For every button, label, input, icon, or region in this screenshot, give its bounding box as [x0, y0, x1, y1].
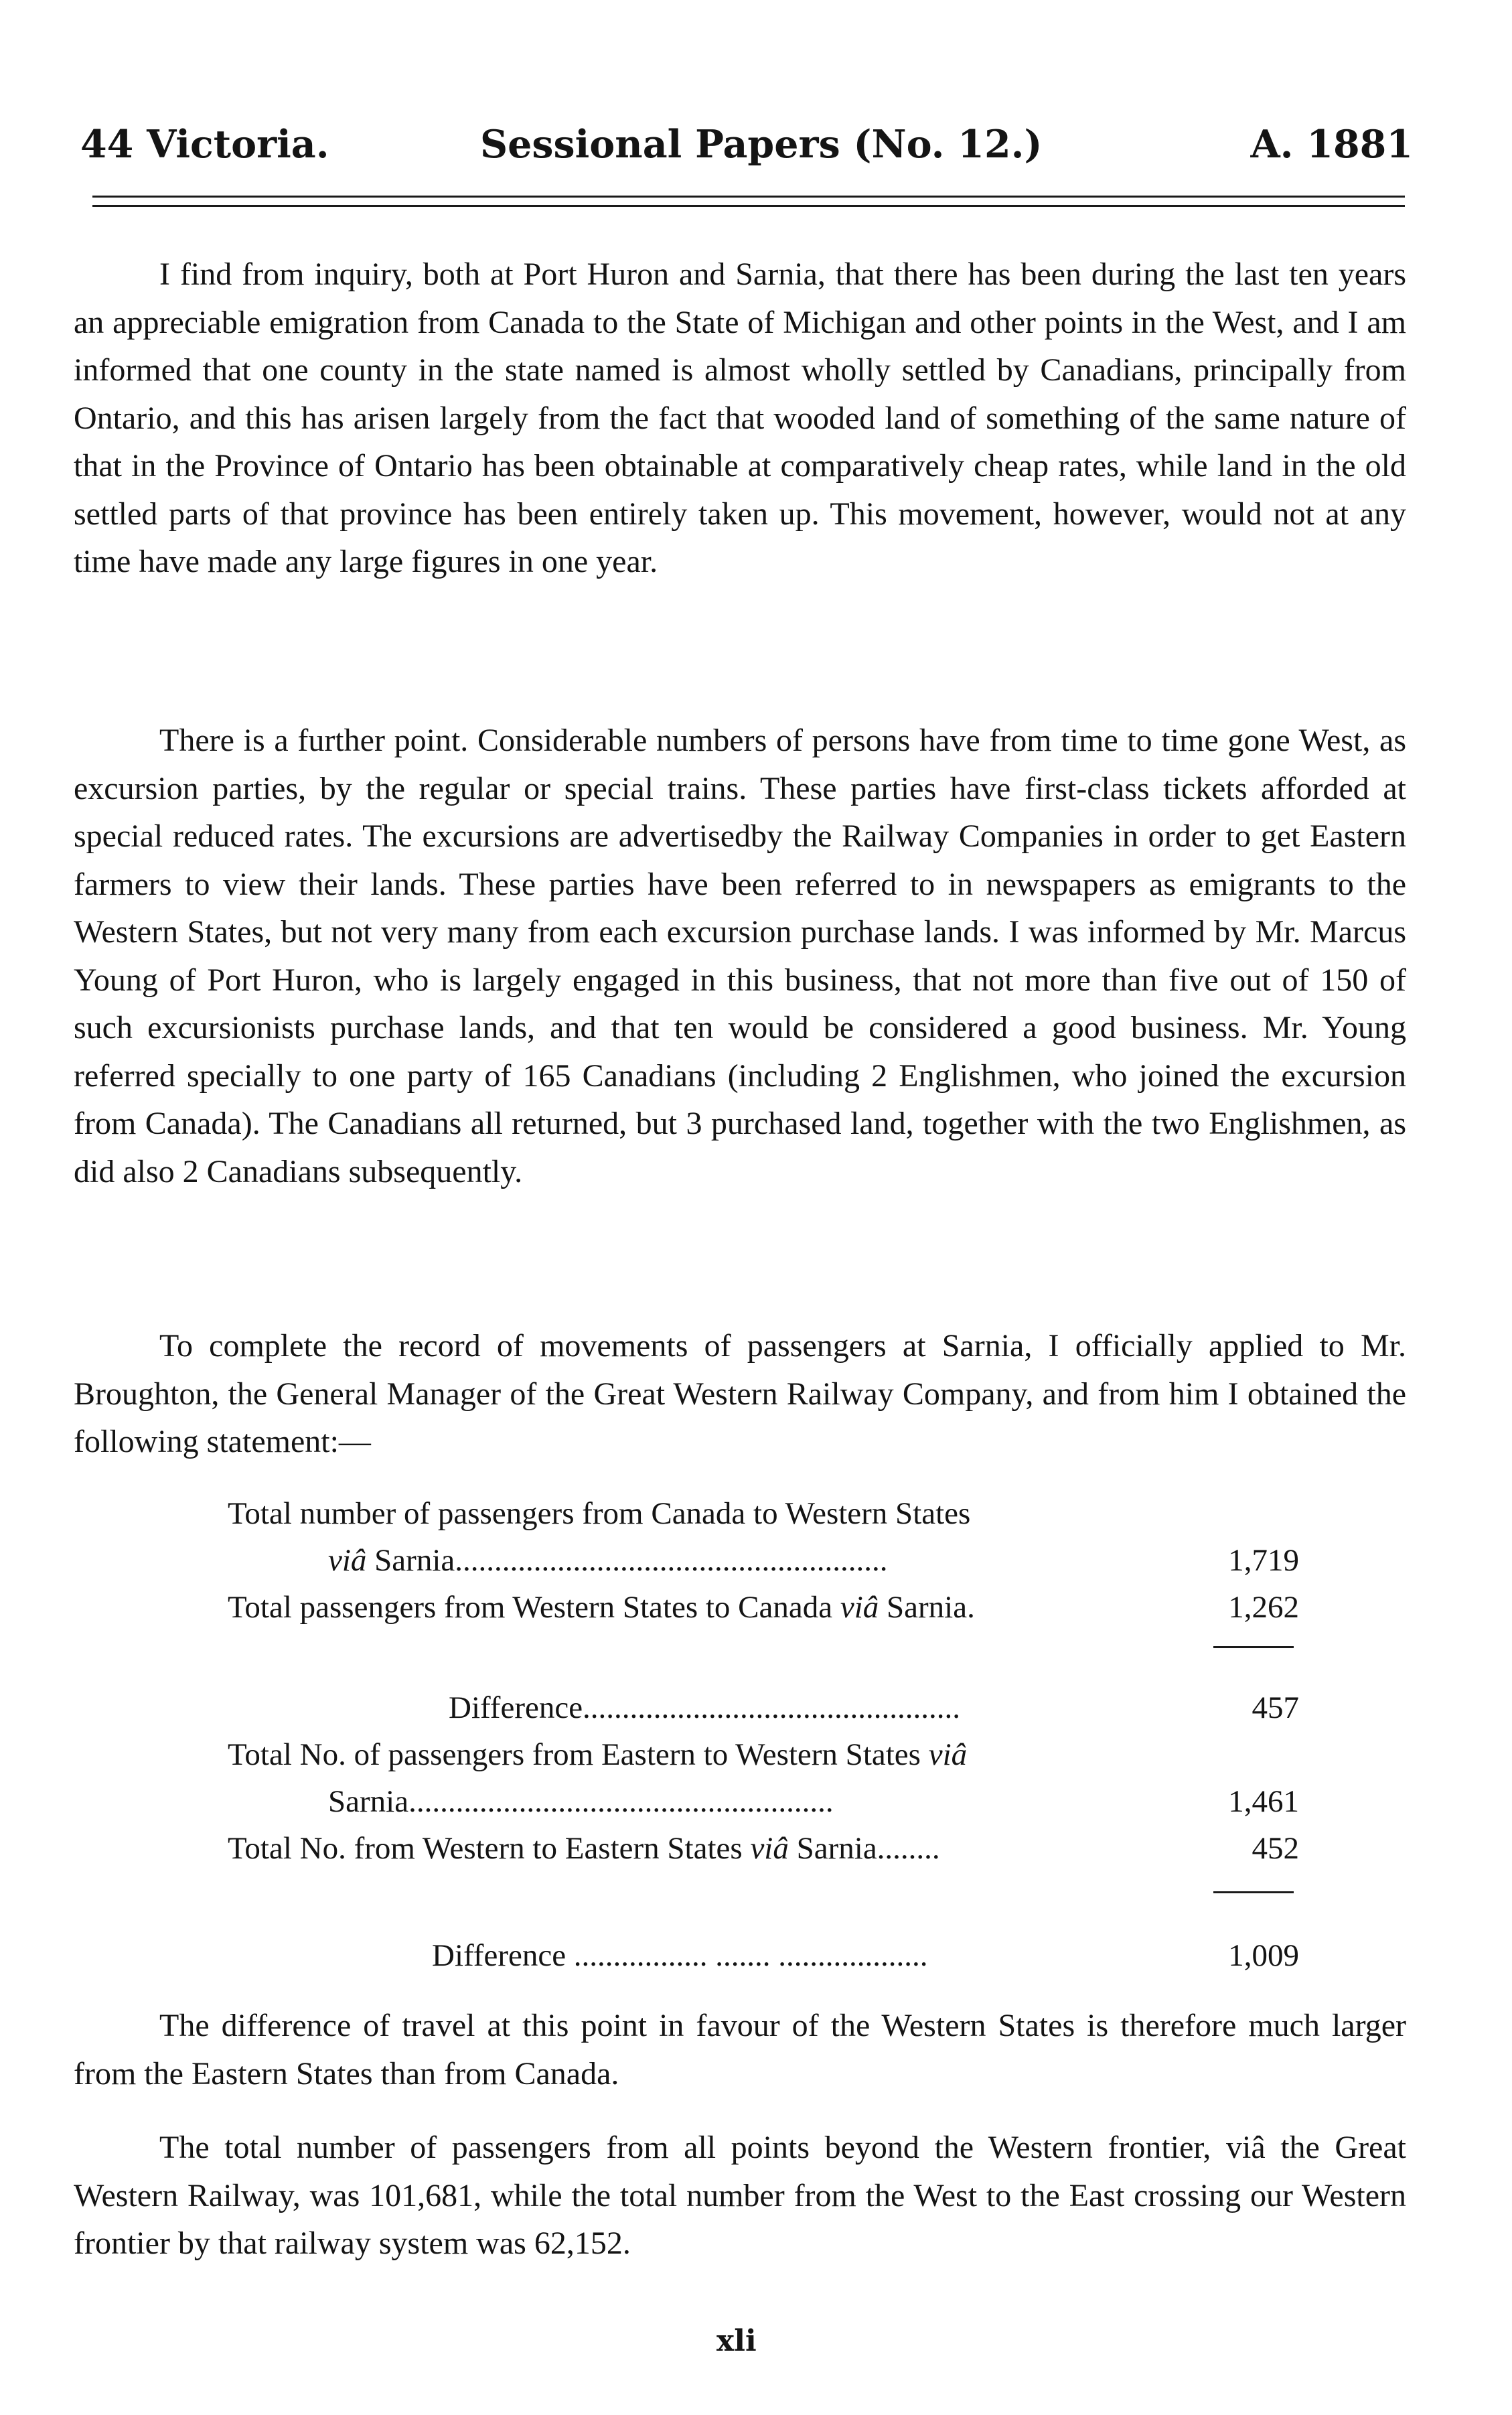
- statement-value-west-to-east: 452: [1252, 1831, 1299, 1866]
- page-folio: xli: [716, 2324, 757, 2358]
- paragraph-total-passengers: The total number of passengers from all points beyond the Western frontier, viâ the Great Western Railway, was 101,681, while the total number from the West to the East crossing our Western frontier by that railway system was 62,152.: [74, 2130, 1406, 2261]
- statement-value-east-to-west: 1,461: [1228, 1784, 1299, 1819]
- paragraph-statement-intro: To complete the record of movements of passengers at Sarnia, I officially applied to Mr. Broughton, the General Manager of the Great Western Railway Company, and from him I obtained the following statement:—: [74, 1328, 1406, 1459]
- paragraph-emigration: I find from inquiry, both at Port Huron and Sarnia, that there has been during the last ten years an appreciable emigration from Canada to the State of Michigan and other points in the West, and I am informed that one county in the state named is almost wholly settled by Canadians, principally from Ontario, and this has arisen largely from the fact that wooded land of something of the same nature of that in the Province of Ontario has been obtainable at comparatively cheap rates, while land in the old settled parts of that province has been entirely taken up. This movement, however, would not at any time have made any large figures in one year.: [74, 257, 1406, 579]
- statement-value-difference-2: 1,009: [1228, 1938, 1299, 1973]
- statement-value-difference-1: 457: [1252, 1690, 1299, 1725]
- header-title: Sessional Papers (No. 12.): [480, 122, 1043, 167]
- sum-rule-1: [1213, 1646, 1294, 1648]
- sum-rule-2: [1213, 1891, 1294, 1893]
- paragraph-difference-note: The difference of travel at this point in favour of the Western States is therefore much larger from the Eastern States than from Canada.: [74, 2008, 1406, 2092]
- header-session: 44 Victoria.: [80, 122, 329, 167]
- header-rule-bottom: [92, 205, 1405, 207]
- statement-value-canada-to-west: 1,719: [1228, 1543, 1299, 1578]
- statement-value-west-to-canada: 1,262: [1228, 1590, 1299, 1625]
- paragraph-excursions: There is a further point. Considerable numbers of persons have from time to time gone West, as excursion parties, by the regular or special trains. These parties have first-class tickets afforded at special reduced rates. The excursions are advertisedby the Railway Companies in order to get Eastern farmers to view their lands. These parties have been referred to in newspapers as emigrants to the Western States, but not very many from each excursion purchase lands. I was informed by Mr. Marcus Young of Port Huron, who is largely engaged in this business, that not more than five out of 150 of such excursionists purchase lands, and that ten would be considered a good business. Mr. Young referred specially to one party of 165 Canadians (including 2 Englishmen, who joined the excursion from Canada). The Canadians all returned, but 3 purchased land, together with the two Englishmen, as did also 2 Canadians subsequently.: [74, 723, 1406, 1189]
- document-page: 44 Victoria. Sessional Papers (No. 12.) A. 1881 I find from inquiry, both at Port Huron and Sarnia, that there has been during the last ten years an appreciable emigration from Canada to the State of Michigan and other points in the West, and I am informed that one county in the state named is almost wholly settled by Canadians, principally from Ontario, and this has arisen largely from the fact that wooded land of something of the same nature of that in the Province of Ontario has been obtainable at comparatively cheap rates, while land in the old settled parts of that province has been entirely taken up. This movement, however, would not at any time have made any large figures in one year. There is a further point. Considerable numbers of persons have from time to time gone West, as excursion parties, by the regular or special trains. These parties have first-class tickets afforded at special reduced rates. The excursions are advertisedby the Railway Companies in order to get Eastern farmers to view their lands. These parties have been referred to in newspapers as emigrants to the Western States, but not very many from each excursion purchase lands. I was informed by Mr. Marcus Young of Port Huron, who is largely engaged in this business, that not more than five out of 150 of such excursionists purchase lands, and that ten would be considered a good business. Mr. Young referred specially to one party of 165 Canadians (including 2 Englishmen, who joined the excursion from Canada). The Canadians all returned, but 3 purchased land, together with the two Englishmen, as did also 2 Canadians subsequently. To complete the record of movements of passengers at Sarnia, I officially applied to Mr. Broughton, the General Manager of the Great Western Railway Company, and from him I obtained the following statement:— Total number of passengers from Canada to Western States viâ Sarnia....................................................... 1,719 Total passengers from Western States to Canada viâ Sarnia. 1,262 Difference................................................ 457 Total No. of passengers from Eastern to Western States viâ Sarnia...................................................... 1,461 Total No. from Western to Eastern States viâ Sarnia........ 452 Difference ................. ....... ................... 1,009 The difference of travel at this point in favour of the Western States is therefore much larger from the Eastern States than from Canada. The total number of passengers from all points beyond the Western frontier, viâ the Great Western Railway, was 101,681, while the total number from the West to the East crossing our Western frontier by that railway system was 62,152. xli: [74, 122, 1413, 2358]
- header-year: A. 1881: [1250, 122, 1413, 167]
- header-rule-top: [92, 196, 1405, 198]
- header-double-rule: [92, 196, 1405, 214]
- running-header: [80, 122, 1413, 189]
